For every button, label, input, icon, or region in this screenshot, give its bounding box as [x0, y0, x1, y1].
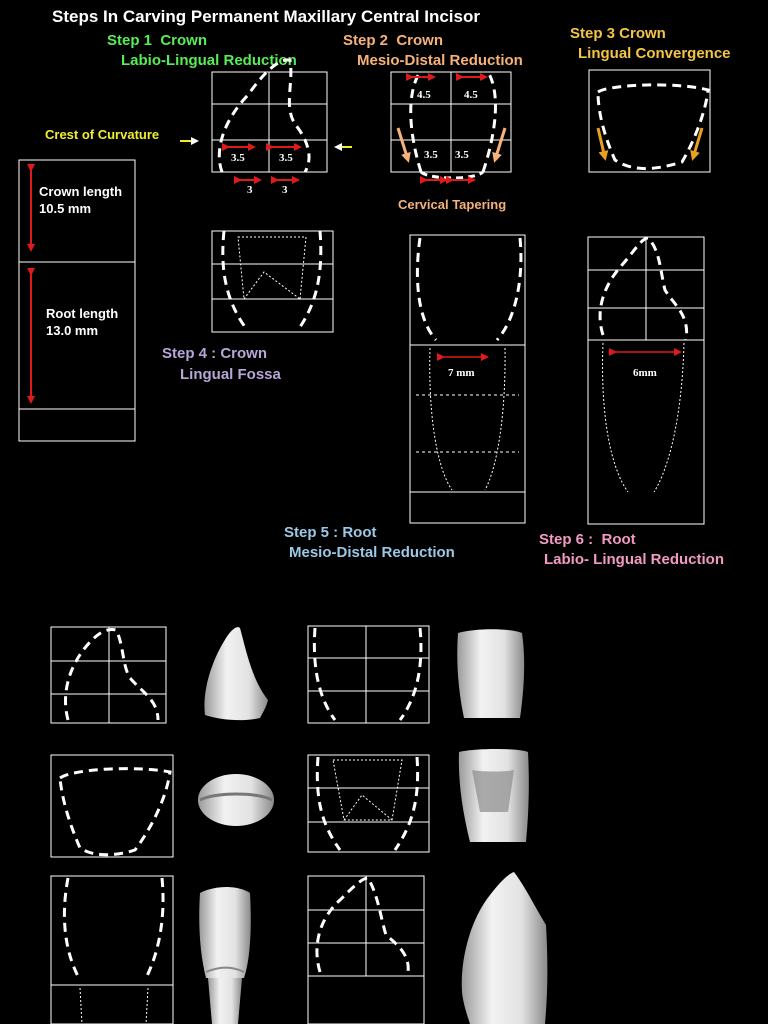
step1-subtitle: Labio-Lingual Reduction — [121, 52, 297, 69]
s1-right-measure: 3.5 — [279, 152, 293, 164]
s5-width-measure: 7 mm — [448, 367, 475, 379]
summary-grid-root-mesiodistal — [51, 876, 173, 1024]
step6-diagram — [588, 237, 704, 524]
s2-top-left-measure: 4.5 — [417, 89, 431, 101]
step4-title: Step 4 : Crown — [162, 345, 268, 362]
crown-length-value: 10.5 mm — [39, 201, 92, 216]
step6-title: Step 6 : Root — [539, 531, 636, 548]
length-block — [19, 160, 135, 441]
step6-subtitle: Labio- Lingual Reduction — [544, 551, 724, 568]
step1-diagram — [180, 60, 352, 180]
step3-title: Step 3 Crown — [570, 25, 666, 42]
tooth-proximal-view-2 — [462, 872, 548, 1024]
s2-bottom-left-measure: 3.5 — [424, 149, 438, 161]
s2-top-right-measure: 4.5 — [464, 89, 478, 101]
s2-bottom-right-measure: 3.5 — [455, 149, 469, 161]
crown-length-label: Crown length — [39, 184, 123, 199]
root-length-value: 13.0 mm — [46, 323, 99, 338]
step5-title: Step 5 : Root — [284, 524, 377, 541]
summary-grid-lingual-convergence — [51, 755, 173, 857]
crest-of-curvature-label: Crest of Curvature — [45, 127, 160, 142]
root-length-label: Root length — [46, 306, 119, 321]
step3-diagram — [589, 70, 710, 172]
step3-subtitle: Lingual Convergence — [578, 45, 731, 62]
tooth-labial-view-1 — [457, 629, 524, 718]
step1-title: Step 1 Crown — [107, 32, 208, 49]
tooth-lingual-view — [459, 749, 529, 842]
summary-grid-labiolingual — [51, 627, 166, 723]
s1-left-measure: 3.5 — [231, 152, 245, 164]
step5-diagram — [410, 235, 525, 523]
step2-diagram — [391, 72, 511, 180]
step5-subtitle: Mesio-Distal Reduction — [289, 544, 455, 561]
page-title: Steps In Carving Permanent Maxillary Central Incisor — [52, 7, 480, 26]
summary-grid-root-labiolingual — [308, 876, 424, 1024]
cervical-tapering-label: Cervical Tapering — [398, 197, 507, 212]
step2-subtitle: Mesio-Distal Reduction — [357, 52, 523, 69]
step4-subtitle: Lingual Fossa — [180, 366, 281, 383]
step4-diagram — [212, 231, 333, 332]
summary-grid-lingual-fossa — [308, 755, 429, 852]
tooth-labial-with-root — [199, 887, 251, 1024]
step2-title: Step 2 Crown — [343, 32, 444, 49]
s6-width-measure: 6mm — [633, 367, 657, 379]
s1-bottom-right-measure: 3 — [282, 184, 288, 196]
tooth-incisal-view — [198, 774, 274, 826]
summary-grid-mesiodistal — [308, 626, 429, 723]
s1-bottom-left-measure: 3 — [247, 184, 253, 196]
tooth-proximal-view-1 — [204, 627, 268, 720]
